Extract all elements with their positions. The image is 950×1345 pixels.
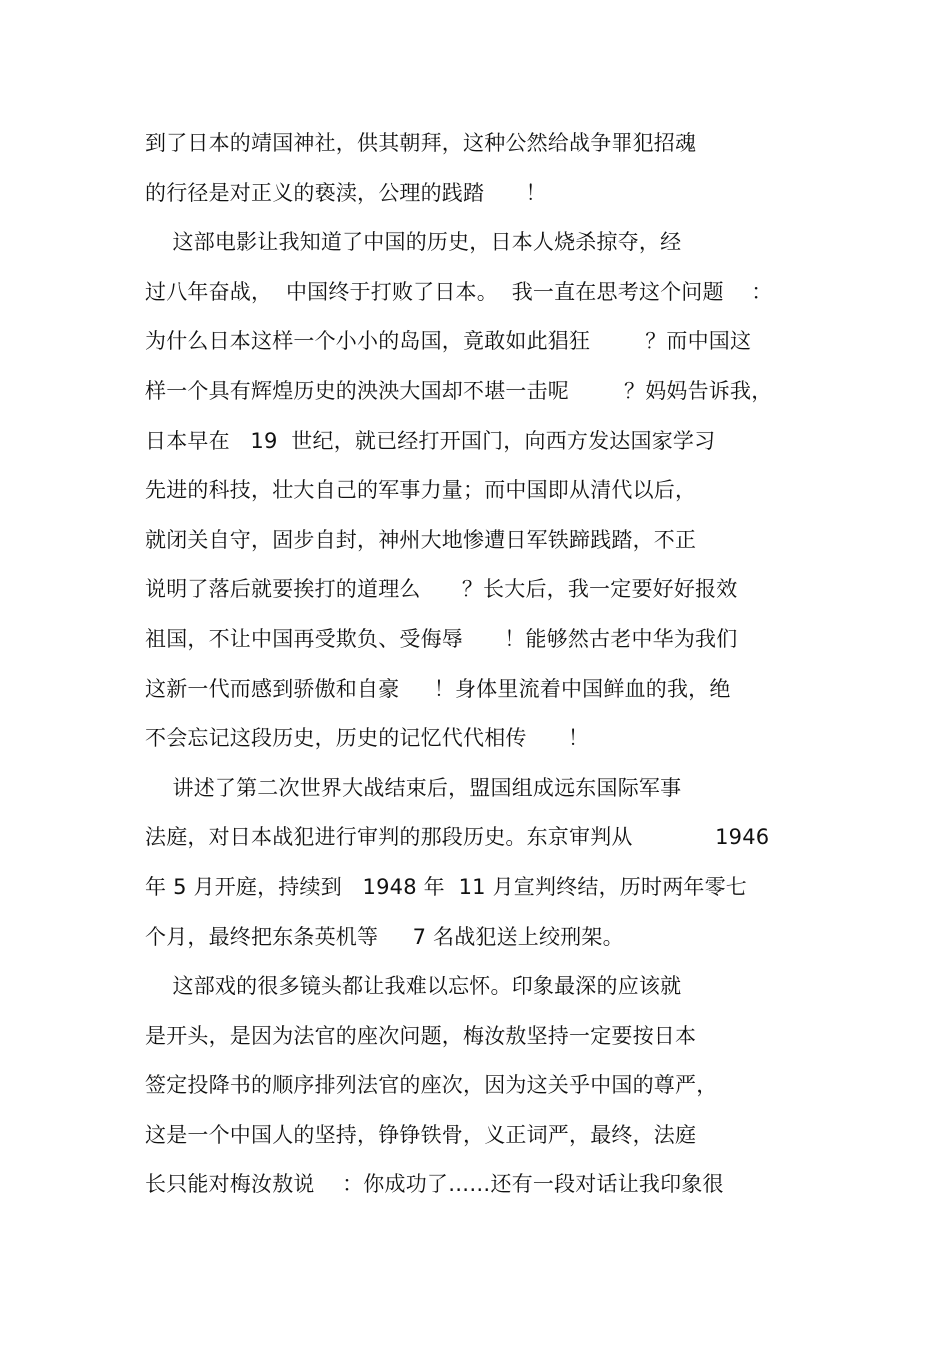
text-line: 过八年奋战， 中国终于打败了日本。 我一直在思考这个问题 ： — [145, 279, 773, 304]
text-line: 就闭关自守，固步自封，神州大地惨遭日军铁蹄践踏，不正 — [145, 527, 697, 552]
text-line: 这是一个中国人的坚持，铮铮铁骨，义正词严，最终，法庭 — [145, 1122, 697, 1147]
text-line: 这新一代而感到骄傲和自豪 ！身体里流着中国鲜血的我，绝 — [145, 676, 731, 701]
text-line: 为什么日本这样一个小小的岛国，竟敢如此猖狂 ？而中国这 — [145, 329, 752, 354]
text-line: 这部戏的很多镜头都让我难以忘怀。印象最深的应该就 — [145, 974, 682, 999]
text-line: 签定投降书的顺序排列法官的座次，因为这关乎中国的尊严， — [145, 1073, 718, 1098]
text-line: 法庭，对日本战犯进行审判的那段历史。东京审判从 1946 — [145, 825, 770, 850]
text-line: 祖国，不让中国再受欺负、受侮辱 ！能够然古老中华为我们 — [145, 626, 738, 651]
document-text-body — [145, 119, 825, 1210]
text-line: 日本早在 19 世纪，就已经打开国门，向西方发达国家学习 — [145, 428, 716, 453]
text-line: 说明了落后就要挨打的道理么 ？长大后，我一定要好好报效 — [145, 577, 738, 602]
text-line: 的行径是对正义的亵渎，公理的践踏 ！ — [145, 180, 547, 205]
text-line: 不会忘记这段历史，历史的记忆代代相传 ！ — [145, 726, 590, 751]
text-line: 长只能对梅汝敖说 ：你成功了……还有一段对话让我印象很 — [145, 1172, 724, 1197]
text-line: 个月，最终把东条英机等 7 名战犯送上绞刑架。 — [145, 924, 624, 949]
text-line: 样一个具有辉煌历史的泱泱大国却不堪一击呢 ？妈妈告诉我， — [145, 378, 773, 403]
text-line: 是开头，是因为法官的座次问题，梅汝敖坚持一定要按日本 — [145, 1023, 697, 1048]
text-line: 年 5 月开庭，持续到 1948 年 11 月宣判终结，历时两年零七 — [145, 874, 748, 899]
text-line: 先进的科技，壮大自己的军事力量；而中国即从清代以后， — [145, 478, 697, 503]
text-line: 这部电影让我知道了中国的历史，日本人烧杀掠夺，经 — [145, 230, 682, 255]
text-line: 到了日本的靖国神社，供其朝拜，这种公然给战争罪犯招魂 — [145, 131, 697, 155]
text-line: 讲述了第二次世界大战结束后，盟国组成远东国际军事 — [145, 775, 682, 800]
